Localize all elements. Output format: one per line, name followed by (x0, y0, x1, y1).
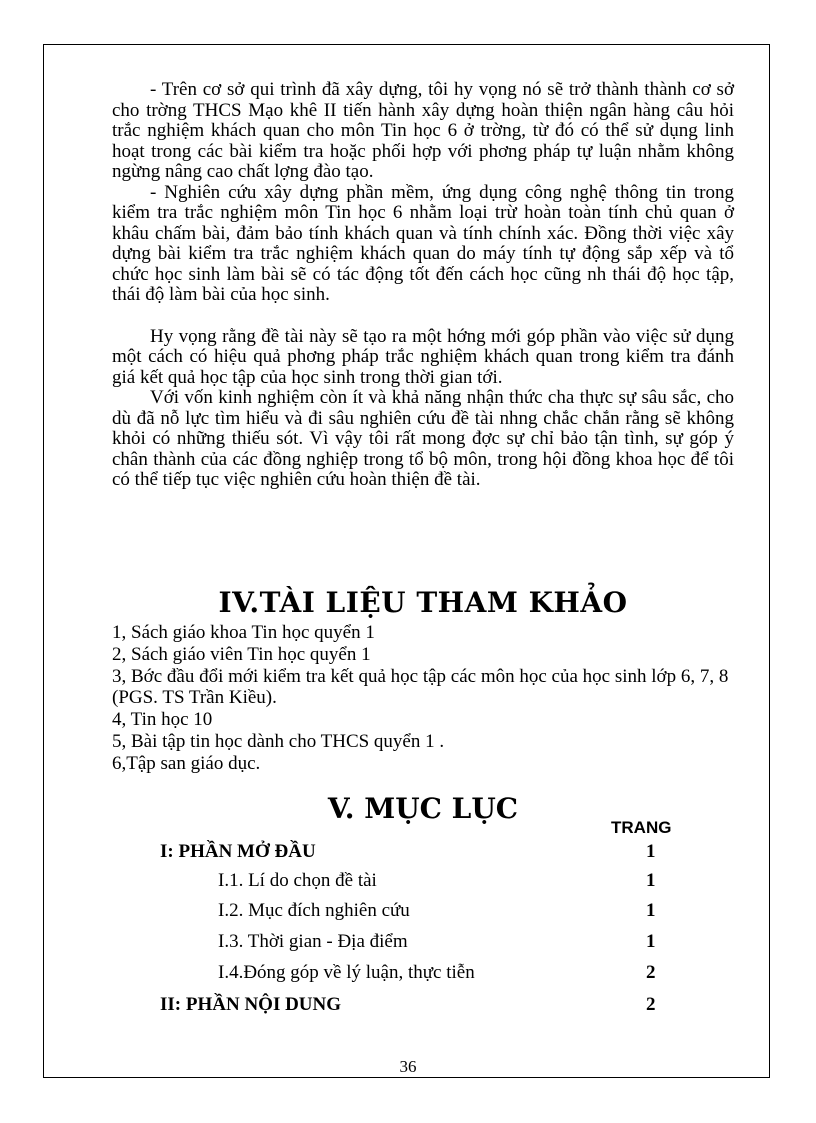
toc-row (0, 841, 816, 865)
references-list (112, 622, 734, 775)
toc-row-label: I.3. Thời gian - Địa điểm (218, 931, 408, 952)
references-heading: IV.TÀI LIỆU THAM KHẢO (218, 586, 628, 619)
toc-row-page: 2 (646, 962, 656, 983)
reference-item: 1, Sách giáo khoa Tin học quyển 1 (112, 622, 375, 643)
toc-page-column-label: TRANG (611, 818, 672, 837)
paragraph-4: Với vốn kinh nghiệm còn ít và khả năng nhận thức cha thực sự sâu sắc, cho dù đã nỗ lực tìm hiểu và đi sâu nghiên cứu đề tài nhng chắc chắn rằng sẽ không khỏi có những thiếu sót. Vì vậy tôi rất mong đợc sự chỉ bảo tận tình, sự góp ý chân thành của các đồng nghiệp trong tổ bộ môn, trong hội đồng khoa học để tôi có thể tiếp tục việc nghiên cứu hoàn thiện đề tài. (112, 387, 734, 490)
toc-row-page: 1 (646, 900, 656, 921)
paragraph-2: - Nghiên cứu xây dựng phần mềm, ứng dụng công nghệ thông tin trong kiểm tra trắc nghiệm môn Tin học 6 nhằm loại trừ hoàn toàn tính chủ quan ở khâu chấm bài, đảm bảo tính khách quan và tính chính xác. Đồng thời việc xây dựng bài kiểm tra trắc nghiệm khách quan do máy tính tự động sắp xếp và tổ chức học sinh làm bài sẽ có tác động tốt đến cách học cũng nh thái độ học tập, thái độ làm bài của học sinh. (112, 181, 734, 305)
reference-item: 3, Bớc đầu đổi mới kiểm tra kết quả học tập các môn học của học sinh lớp 6, 7, 8 (PGS. TS Trần Kiều). (112, 665, 729, 709)
toc-row-page: 1 (646, 870, 656, 891)
toc-row-label: I: PHẦN MỞ ĐẦU (160, 841, 316, 862)
toc-row-page: 2 (646, 994, 656, 1015)
toc-row (0, 900, 816, 924)
page-number: 36 (399, 1057, 417, 1076)
body-text (112, 80, 734, 491)
toc-row (0, 994, 816, 1018)
toc-row-label: II: PHẦN NỘI DUNG (160, 994, 342, 1015)
toc-row (0, 870, 816, 894)
toc-row-label: I.1. Lí do chọn đề tài (218, 870, 377, 891)
toc-row (0, 931, 816, 955)
reference-item: 4, Tin học 10 (112, 709, 213, 731)
paragraph-1: - Trên cơ sở qui trình đã xây dựng, tôi hy vọng nó sẽ trở thành thành cơ sở cho trờng THCS Mạo khê II tiến hành xây dựng hoàn thiện ngân hàng câu hỏi trắc nghiệm khách quan cho môn Tin học 6 ở trờng, từ đó có thể sử dụng linh hoạt trong các bài kiểm tra hoặc phối hợp với phơng pháp tự luận nhằm không ngừng nâng cao chất lợng đào tạo. (112, 79, 734, 182)
paragraph-3: Hy vọng rằng đề tài này sẽ tạo ra một hớng mới góp phần vào việc sử dụng một cách có hiệu quả phơng pháp trắc nghiệm khách quan trong kiểm tra đánh giá kết quả học tập của học sinh trong thời gian tới. (112, 325, 734, 388)
reference-item: 6,Tập san giáo dục. (112, 752, 261, 774)
toc-row-label: I.4.Đóng góp về lý luận, thực tiễn (218, 962, 475, 983)
toc-heading: V. MỤC LỤC (327, 792, 519, 825)
reference-item: 2, Sách giáo viên Tin học quyển 1 (112, 643, 371, 665)
toc-row (0, 962, 816, 986)
toc-row-page: 1 (646, 841, 656, 862)
reference-item: 5, Bài tập tin học dành cho THCS quyển 1 . (112, 730, 445, 752)
toc-row-label: I.2. Mục đích nghiên cứu (218, 900, 410, 921)
toc-row-page: 1 (646, 931, 656, 952)
